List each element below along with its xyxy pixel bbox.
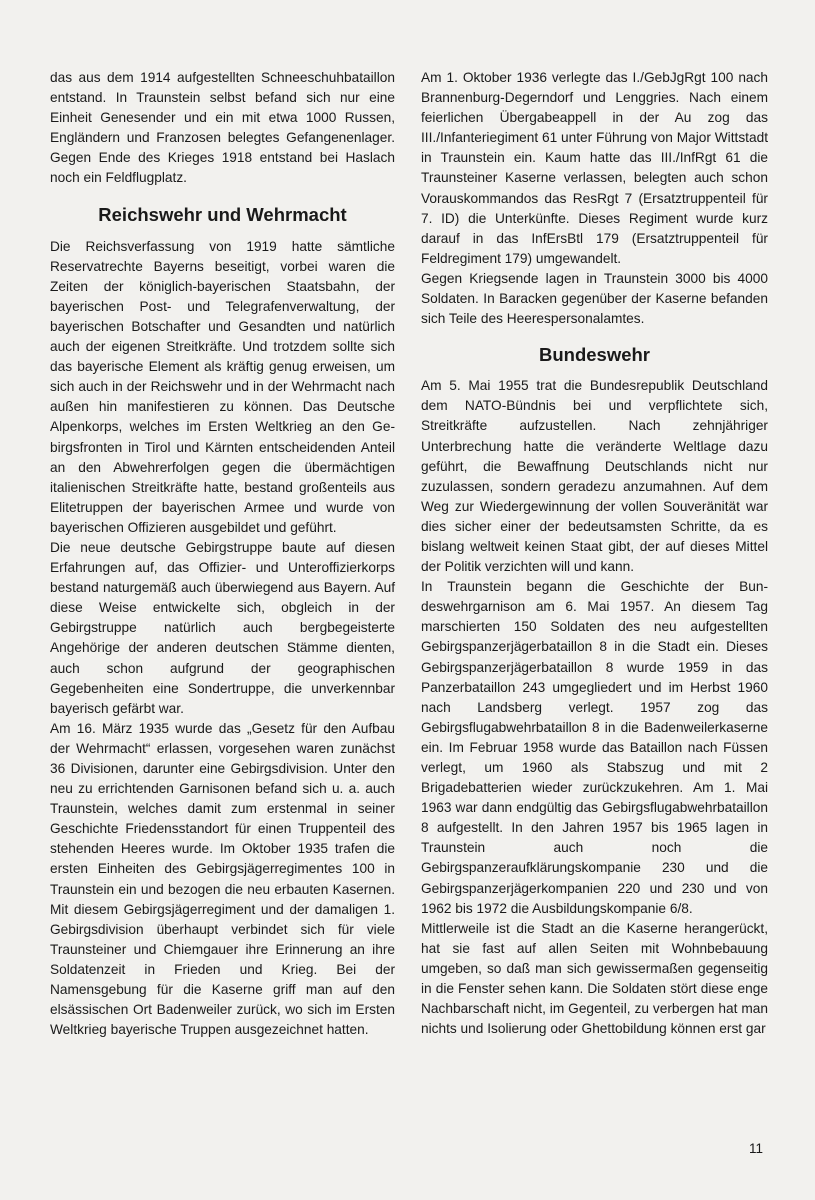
- right-column: [421, 68, 768, 1039]
- paragraph: Die Reichsverfassung von 1919 hatte sämtliche Reservatrechte Bayerns beseitigt, vorbei waren die Zeiten der königlich-bayerischen Staatsbahn, der bayerischen Post- und Telegrafenverwaltung, der bayerischen Botschafter und Gesandten und natürlich auch der eigenen Streitkräfte. Und trotzdem sollte sich das bayerische Element als kräftig genug erweisen, um sich auch in der Reichswehr und in der Wehrmacht nach außen hin manifestieren zu können. Das Deutsche Alpenkorps, welches im Ersten Weltkrieg an den Gebirgsfronten in Tirol und Kärnten entscheidenden Anteil an den Abwehrerfolgen gegen die übermächtigen italienischen Streitkräfte hatte, bestand großenteils aus Elitetruppen der bayerischen Armee und wurde von bayerischen Offizieren ausgebildet und geführt.: [50, 238, 395, 535]
- page-number: 11: [748, 1141, 763, 1156]
- paragraph: das aus dem 1914 aufgestellten Schneeschuhbataillon entstand. In Traunstein selbst befand sich nur eine Einheit Genesender und ein mit etwa 1000 Russen, Engländern und Franzosen belegtes Gefangenenlager. Gegen Ende des Krieges 1918 entstand bei Haslach noch ein Feldflugplatz.: [50, 70, 395, 186]
- section-heading-bundeswehr: Bundeswehr: [538, 344, 651, 366]
- left-column: [50, 68, 395, 1040]
- section-heading-reichswehr: Reichswehr und Wehrmacht: [98, 203, 347, 225]
- paragraph: Am 5. Mai 1955 trat die Bundesrepublik Deutschland dem NATO-Bündnis bei und verpflichtete sich, Streitkräfte aufzustellen. Nach zehnjähriger Unterbrechung hatte die veränderte Weltlage dazu geführt, die Bewaffnung Deutschlands nicht nur zuzulassen, sondern geradezu anzumahnen. Auf dem Weg zur Wiedergewinnung der vollen Souveränität war dies sicher einer der bedeutsamsten Schritte, da es bislang weltweit keinen Staat gibt, der auf dieses Mittel der Politik verzichten will und kann.: [421, 378, 768, 575]
- paragraph: Gegen Kriegsende lagen in Traunstein 3000 bis 4000 Soldaten. In Baracken gegenüber der Kaserne befanden sich Teile des Heerespersonalamtes.: [421, 270, 768, 327]
- paragraph: In Traunstein begann die Geschichte der Bundeswehrgarnison am 6. Mai 1957. An diesem Tag marschierten 150 Soldaten des neu aufgestellten Gebirgspanzerjägerbataillon 8 in die Stadt ein. Dieses Gebirgspanzerjägerbataillon 8 wurde 1959 in das Panzerbataillon 243 umgegliedert und im Herbst 1960 nach Landsberg verlegt. 1957 zog das Gebirgsflugabwehrbataillon 8 in die Badenweilerkaserne ein. Im Februar 1958 wurde das Bataillon nach Füssen verlegt, um 1960 als Stabszug und mit 2 Brigadebatterien wieder zurückzukehren. Am 1. Mai 1963 war dann endgültig das Gebirgsflugabwehrbataillon 8 aufgestellt. In den Jahren 1957 bis 1965 lagen in Traunstein auch noch die Gebirgspanzeraufklärungskompanie 230 und die Gebirgspanzerjägerkompanien 220 und 230 und von 1962 bis 1972 die Ausbildungskompanie 6/8.: [421, 579, 768, 916]
- paragraph: Mittlerweile ist die Stadt an die Kaserne herangerückt, hat sie fast auf allen Seiten mit Wohnbebauung umgeben, so daß man sich gewissermaßen gegenseitig in die Fenster sehen kann. Die Soldaten stört diese enge Nachbarschaft nicht, im Gegenteil, zu verbergen hat man nichts und Isolierung oder Ghettobildung können erst gar: [421, 920, 768, 1037]
- paragraph: Am 16. März 1935 wurde das „Gesetz für den Aufbau der Wehrmacht“ erlassen, vorgesehen waren zunächst 36 Divisionen, darunter eine Gebirgsdivision. Unter den neu zu errichtenden Garnisonen befand sich u. a. auch Traunstein, welches damit zum erstenmal in seiner Geschichte Friedensstandort für einen Truppenteil des stehenden Heeres wurde. Im Oktober 1935 trafen die ersten Einheiten des Gebirgsjägerregimentes 100 in Traunstein ein und bezogen die neu erbauten Kasernen. Mit diesem Gebirgsjägerregiment und der damaligen 1. Gebirgsdivision überhaupt verbindet sich für viele Traunsteiner und Chiemgauer ihre Erinnerung an ihre Soldatenzeit in Frieden und Krieg. Bei der Namensgebung für die Kaserne griff man auf den elsässischen Ort Badenweiler zurück, wo sich im Ersten Weltkrieg bayerische Truppen ausgezeichnet hatten.: [50, 720, 395, 1038]
- paragraph: Am 1. Oktober 1936 verlegte das I./GebJgRgt 100 nach Brannenburg-Degerndorf und Lenggries. Nach einem feierlichen Übergabeappell in der Au zog das III./Infanteriegiment 61 unter Führung von Major Wittstadt in Traunstein ein. Kaum hatte das III./InfRgt 61 die Traunsteiner Kaserne verlassen, belegten auch schon Vorauskommandos das ResRgt 7 (Ersatztruppenteil für 7. ID) die Unterkünfte. Dieses Regiment wurde kurz darauf in das InfErsBtl 179 (Ersatztruppenteil für Feldregiment 179) umgewandelt.: [421, 70, 768, 266]
- paragraph: Die neue deutsche Gebirgstruppe baute auf diesen Erfahrungen auf, das Offizier- und Unteroffizierkorps bestand naturgemäß auch überwiegend aus Bayern. Auf diese Weise entwickelte sich, obgleich in der Gebirgstruppe natürlich auch bergbegeisterte Angehörige der anderen deutschen Stämme dienten, auch schon aufgrund der geographischen Gegebenheiten eine Sondertruppe, die unverkennbar bayerisch gefärbt war.: [50, 539, 395, 716]
